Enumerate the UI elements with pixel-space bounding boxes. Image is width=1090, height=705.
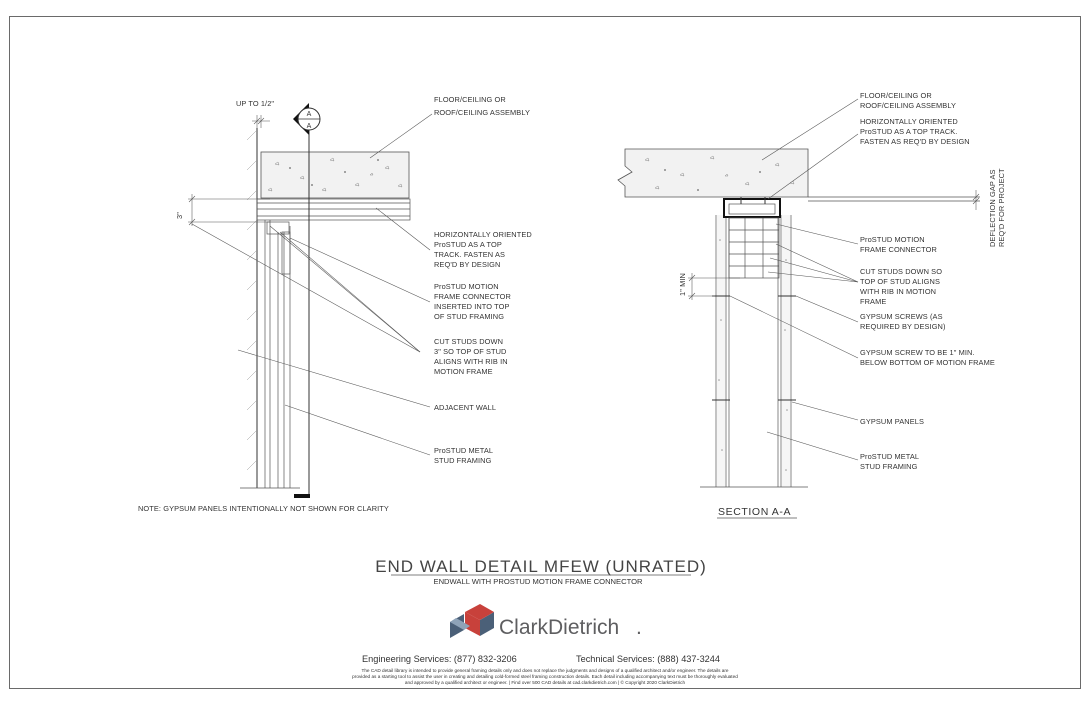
deflection-label: DEFLECTION GAP AS REQ'D FOR PROJECT <box>988 168 1006 247</box>
technical-services: Technical Services: (888) 437-3244 <box>576 654 721 664</box>
disclaimer-line-3: and approved by a qualified architect or engineer. | Find over 500 CAD details at cad.clarkdietrich.com | © Copyright 2020 ClarkDietrich <box>404 680 686 685</box>
note-text: NOTE: GYPSUM PANELS INTENTIONALLY NOT SHOWN FOR CLARITY <box>138 504 389 513</box>
left-detail <box>138 95 534 513</box>
right-motion-frame <box>729 218 779 278</box>
right-gypsum-speckle <box>718 239 788 471</box>
right-track-label: HORIZONTALLY ORIENTED ProSTUD AS A TOP TRACK. FASTEN AS REQ'D BY DESIGN <box>860 117 970 146</box>
disclaimer-line-2: provided as a starting tool to assist the user in creating and detailing cold-formed steel framing construction details. Each detail including accompanying text must be thoroughly evaluated <box>352 674 738 679</box>
right-wall <box>700 215 808 487</box>
section-marker-top: A <box>306 111 312 118</box>
section-title: SECTION A-A <box>718 506 792 518</box>
disclaimer-line-1: The CAD detail library is intended to provide general framing details only and does not replace the judgments and designs of a qualified architect and/or engineer. The details are <box>361 668 729 673</box>
left-stud-label: ProSTUD METAL STUD FRAMING <box>434 446 493 465</box>
brand-trademark: . <box>636 616 642 639</box>
right-cut-label: CUT STUDS DOWN SO TOP OF STUD ALIGNS WITH RIB IN MOTION FRAME <box>860 267 943 306</box>
engineering-services: Engineering Services: (877) 832-3206 <box>362 654 517 664</box>
brand-logo-icon <box>450 604 494 638</box>
right-screws-label: GYPSUM SCREWS (AS REQUIRED BY DESIGN) <box>860 312 946 331</box>
brand-name: ClarkDietrich <box>499 616 620 639</box>
deflection-dimension <box>973 167 1006 247</box>
section-marker-bottom: A <box>306 123 312 130</box>
right-top-track <box>724 197 780 217</box>
one-inch-label: 1" MIN <box>678 273 687 296</box>
left-floor-label: FLOOR/CEILING OR ROOF/CEILING ASSEMBLY <box>434 95 531 117</box>
left-slab <box>261 152 409 198</box>
right-floor-label: FLOOR/CEILING OR ROOF/CEILING ASSEMBLY <box>860 91 957 110</box>
right-slab <box>618 149 980 201</box>
right-panels-label: GYPSUM PANELS <box>860 417 925 426</box>
left-adjacent-label: ADJACENT WALL <box>434 403 497 412</box>
gap-dimension-label: UP TO 1/2" <box>236 99 275 108</box>
drawing-subtitle: ENDWALL WITH PROSTUD MOTION FRAME CONNECTOR <box>433 577 643 586</box>
title-block <box>352 557 738 685</box>
right-detail <box>618 91 1006 518</box>
left-connector-label: ProSTUD MOTION FRAME CONNECTOR INSERTED INTO TOP OF STUD FRAMING <box>434 282 511 321</box>
right-connector-label: ProSTUD MOTION FRAME CONNECTOR <box>860 235 937 254</box>
drawing-title: END WALL DETAIL MFEW (UNRATED) <box>375 557 707 576</box>
three-inch-label: 3" <box>175 212 184 219</box>
right-stud-label: ProSTUD METAL STUD FRAMING <box>860 452 919 471</box>
left-cut-label: CUT STUDS DOWN 3" SO TOP OF STUD ALIGNS WITH RIB IN MOTION FRAME <box>434 337 508 376</box>
gap-dimension <box>236 99 274 128</box>
right-screw-min-label: GYPSUM SCREW TO BE 1" MIN. BELOW BOTTOM OF MOTION FRAME <box>860 348 995 367</box>
adjacent-wall <box>247 128 257 488</box>
left-stud-framing <box>240 220 300 488</box>
one-inch-dimension <box>678 273 740 300</box>
left-track-label: HORIZONTALLY ORIENTED ProSTUD AS A TOP TRACK. FASTEN AS REQ'D BY DESIGN <box>434 230 532 269</box>
